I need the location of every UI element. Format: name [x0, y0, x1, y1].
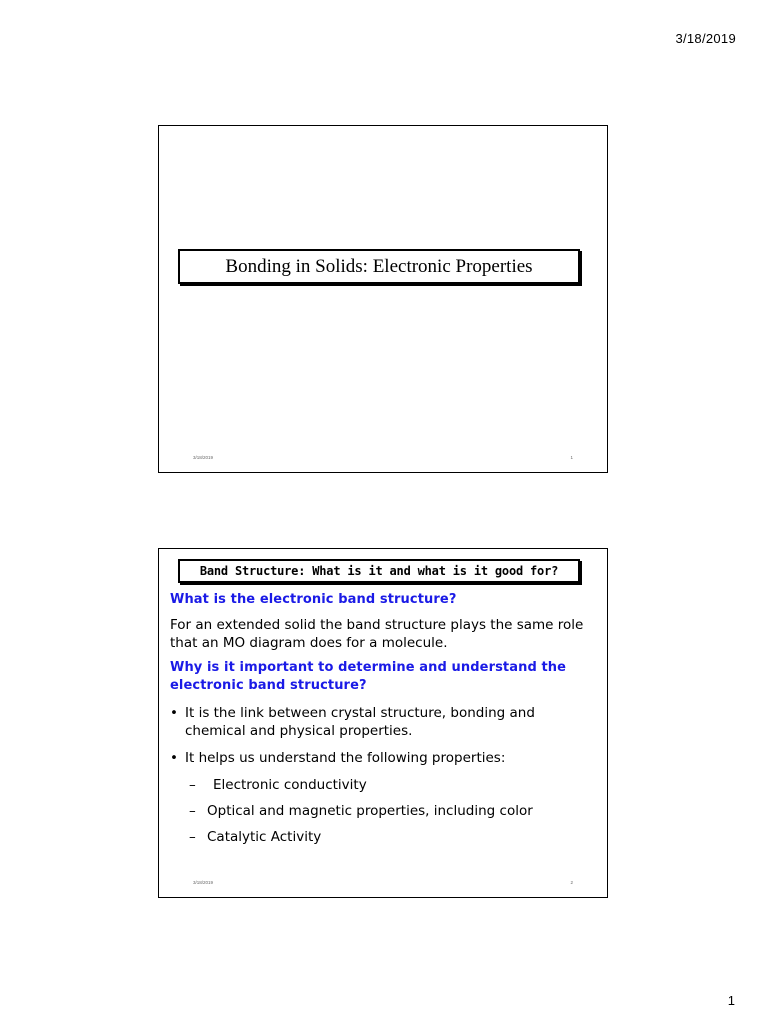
slide-footer-number: 1 [570, 455, 573, 460]
sub-item [189, 776, 590, 794]
slide-footer-number: 2 [570, 880, 573, 885]
dash-icon: – [189, 777, 196, 793]
page-number: 1 [727, 993, 735, 1008]
slide-2 [158, 548, 608, 898]
page-date: 3/18/2019 [675, 31, 736, 46]
bullet-icon: • [170, 750, 178, 766]
answer-band-structure: For an extended solid the band structure plays the same role that an MO diagram does for a molecule. [170, 617, 584, 651]
slide-heading: Band Structure: What is it and what is it good for? [178, 559, 580, 583]
slide-title: Bonding in Solids: Electronic Properties [178, 249, 580, 284]
bullet-item [170, 704, 590, 740]
bullet-text: It helps us understand the following properties: [185, 750, 506, 766]
bullet-text: It is the link between crystal structure, bonding and chemical and physical properties. [185, 705, 535, 739]
bullet-icon: • [170, 705, 178, 721]
question-importance: Why is it important to determine and understand the electronic band structure? [170, 660, 567, 693]
sub-item-text: Electronic conductivity [213, 777, 367, 793]
dash-icon: – [189, 803, 196, 819]
slide-footer-date: 3/18/2019 [193, 455, 214, 460]
slide-1 [158, 125, 608, 473]
sub-item-text: Optical and magnetic properties, including color [207, 803, 533, 819]
question-band-structure: What is the electronic band structure? [170, 592, 457, 607]
sub-item-text: Catalytic Activity [207, 829, 322, 845]
slide-footer-date: 3/18/2019 [193, 880, 214, 885]
sub-item [189, 802, 590, 820]
dash-icon: – [189, 829, 196, 845]
sub-item [189, 828, 590, 846]
bullet-item [170, 749, 590, 767]
slide-body [170, 591, 590, 854]
